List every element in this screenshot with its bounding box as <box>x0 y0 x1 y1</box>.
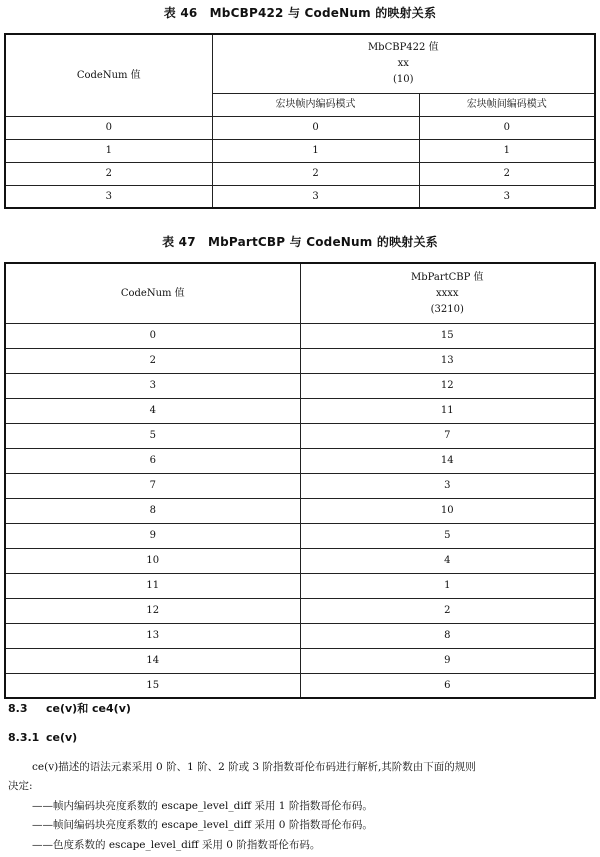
table-cell: 1 <box>419 139 595 162</box>
table-cell: 13 <box>300 348 595 373</box>
table-row <box>5 348 595 373</box>
table-cell: 0 <box>212 116 419 139</box>
table-cell: 12 <box>300 373 595 398</box>
table-46-value-bits: xx <box>397 58 409 70</box>
table-46-value-title: MbCBP422 值 <box>367 42 439 54</box>
section-number: 8.3 <box>8 702 28 715</box>
table-row <box>5 473 595 498</box>
table-46-value-header <box>212 34 595 93</box>
table-47-value-header <box>300 263 595 323</box>
table-cell: 3 <box>5 373 300 398</box>
table-row <box>5 423 595 448</box>
paragraph-line: 决定: <box>8 780 33 792</box>
table-cell: 12 <box>5 598 300 623</box>
table-cell: 5 <box>5 423 300 448</box>
table-row <box>5 323 595 348</box>
table-row <box>5 139 595 162</box>
table-cell: 4 <box>5 398 300 423</box>
table-cell: 14 <box>5 648 300 673</box>
table-row <box>5 623 595 648</box>
table-cell: 6 <box>300 673 595 698</box>
table-cell: 5 <box>300 523 595 548</box>
table-cell: 2 <box>419 162 595 185</box>
table-cell: 0 <box>5 116 212 139</box>
table-cell: 1 <box>5 139 212 162</box>
table-row <box>5 648 595 673</box>
table-47-value-bits: xxxx <box>435 287 459 299</box>
table-cell: 9 <box>300 648 595 673</box>
table-cell: 11 <box>5 573 300 598</box>
table-47-value-index: (3210) <box>430 303 464 315</box>
section-8-3-heading <box>8 700 131 716</box>
section-8-3-1-heading <box>8 731 77 744</box>
body-paragraph <box>8 758 592 796</box>
paragraph-line: ce(v)描述的语法元素采用 0 阶、1 阶、2 阶或 3 阶指数哥伦布码进行解析,其阶数由下面的规则 <box>32 761 476 773</box>
table-46 <box>4 33 596 209</box>
table-cell: 8 <box>5 498 300 523</box>
table-row <box>5 373 595 398</box>
table-47 <box>4 262 596 699</box>
table-cell: 2 <box>212 162 419 185</box>
table-cell: 10 <box>5 548 300 573</box>
table-cell: 9 <box>5 523 300 548</box>
table-46-codenum-header: CodeNum 值 <box>5 34 212 116</box>
table-47-value-title: MbPartCBP 值 <box>410 271 484 283</box>
table-cell: 2 <box>5 162 212 185</box>
table-cell: 3 <box>5 185 212 208</box>
table-row <box>5 448 595 473</box>
table-row <box>5 598 595 623</box>
table-cell: 1 <box>300 573 595 598</box>
list-item: ——色度系数的 escape_level_diff 采用 0 阶指数哥伦布码。 <box>32 839 321 851</box>
table-cell: 2 <box>300 598 595 623</box>
table-46-inter-header: 宏块帧间编码模式 <box>419 93 595 116</box>
section-title: ce(v) <box>46 731 78 744</box>
table-47-codenum-header: CodeNum 值 <box>5 263 300 323</box>
table-row <box>5 162 595 185</box>
table-cell: 3 <box>212 185 419 208</box>
table-row <box>5 398 595 423</box>
table-46-value-index: (10) <box>392 74 414 86</box>
table-cell: 15 <box>5 673 300 698</box>
table-row <box>5 185 595 208</box>
table-cell: 3 <box>300 473 595 498</box>
table-46-caption: 表 46 MbCBP422 与 CodeNum 的映射关系 <box>163 6 437 20</box>
table-row <box>5 573 595 598</box>
section-title: ce(v)和 ce4(v) <box>46 702 131 715</box>
table-46-intra-header: 宏块帧内编码模式 <box>212 93 419 116</box>
table-cell: 11 <box>300 398 595 423</box>
table-cell: 6 <box>5 448 300 473</box>
section-number: 8.3.1 <box>8 731 40 744</box>
table-cell: 0 <box>419 116 595 139</box>
table-cell: 4 <box>300 548 595 573</box>
table-row <box>5 116 595 139</box>
table-cell: 0 <box>5 323 300 348</box>
table-cell: 13 <box>5 623 300 648</box>
table-cell: 10 <box>300 498 595 523</box>
table-cell: 14 <box>300 448 595 473</box>
table-row <box>5 523 595 548</box>
table-cell: 2 <box>5 348 300 373</box>
table-47-caption: 表 47 MbPartCBP 与 CodeNum 的映射关系 <box>162 235 438 249</box>
table-row <box>5 673 595 698</box>
table-cell: 1 <box>212 139 419 162</box>
table-cell: 3 <box>419 185 595 208</box>
list-item: ——帧内编码块亮度系数的 escape_level_diff 采用 1 阶指数哥伦布码。 <box>32 800 373 812</box>
table-row <box>5 498 595 523</box>
table-cell: 7 <box>300 423 595 448</box>
table-row <box>5 548 595 573</box>
table-cell: 7 <box>5 473 300 498</box>
table-cell: 8 <box>300 623 595 648</box>
table-47-body <box>5 323 595 698</box>
table-cell: 15 <box>300 323 595 348</box>
list-item: ——帧间编码块亮度系数的 escape_level_diff 采用 0 阶指数哥伦布码。 <box>32 819 373 831</box>
